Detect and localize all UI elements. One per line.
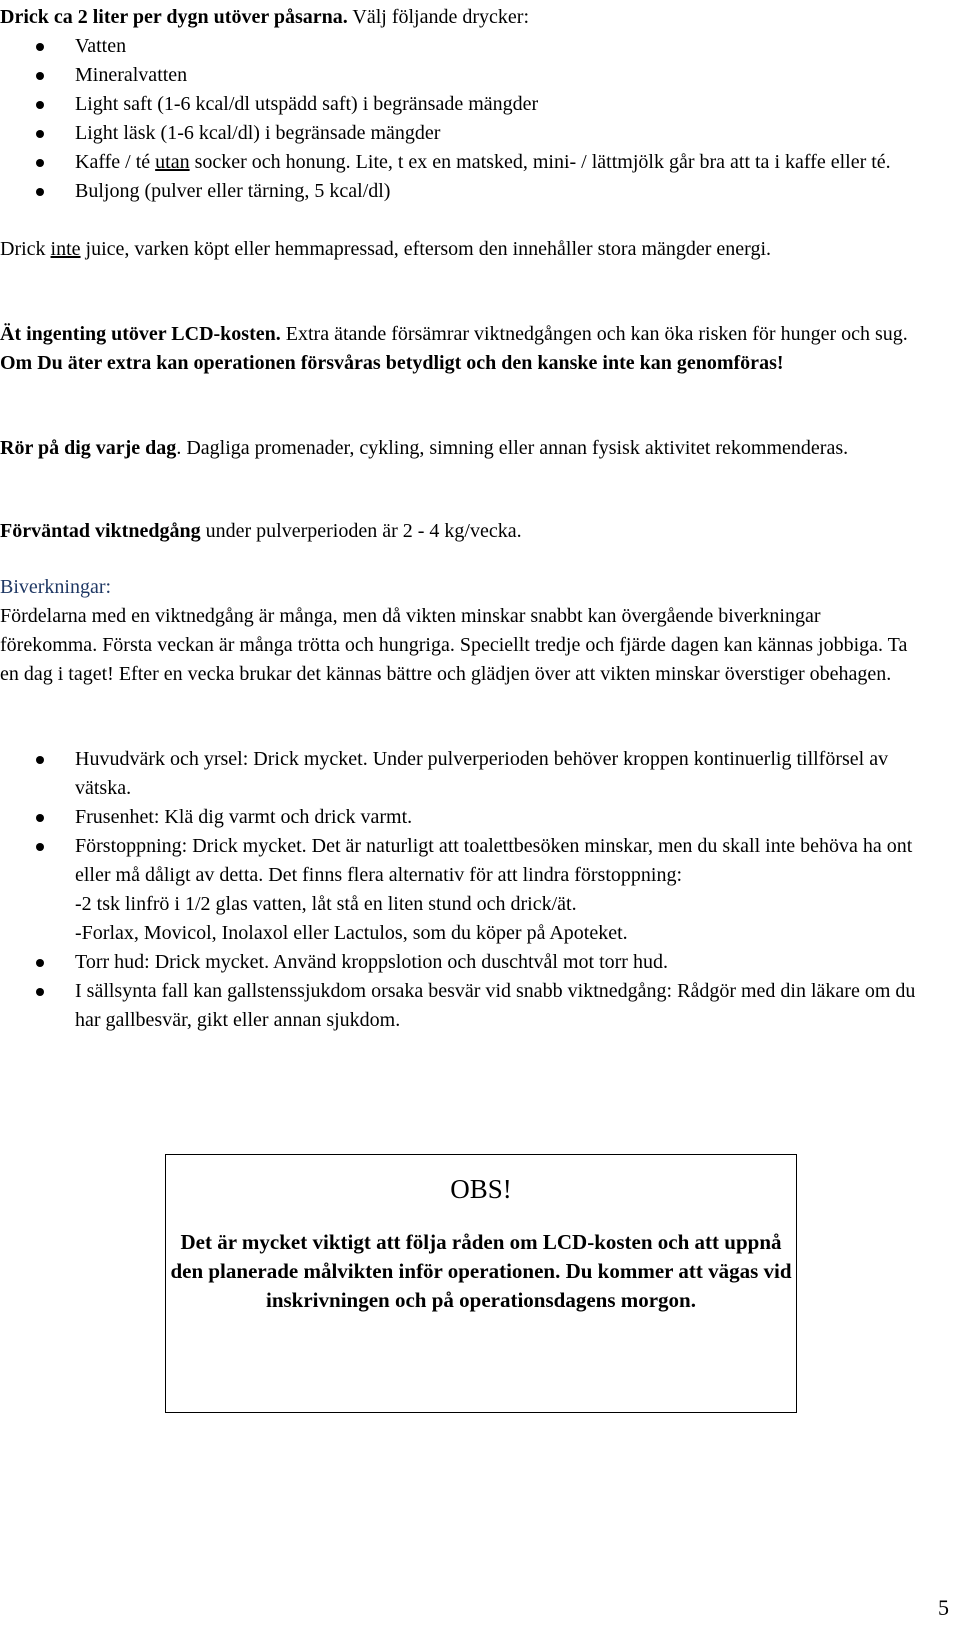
- no-extra-eating-paragraph: Ät ingenting utöver LCD-kosten. Extra ätande försämrar viktnedgången och kan öka risken för hunger och sug. Om Du äter extra kan operationen försvåras betydligt och den kanske inte kan genomföras!: [0, 323, 908, 374]
- side-effects-body: Fördelarna med en viktnedgång är många, men då vikten minskar snabbt kan övergående biverkningar förekomma. Första veckan är många trötta och hungriga. Speciellt tredje och fjärde dagen kan kännas jobbiga. Ta en dag i taget! Efter en vecka brukar det kännas bättre och glädjen över att vikten minskar överstiger obehagen.: [0, 605, 908, 685]
- obs-notice-box: [165, 1154, 797, 1413]
- exercise-paragraph: Rör på dig varje dag. Dagliga promenader, cykling, simning eller annan fysisk aktivitet rekommenderas.: [0, 437, 849, 459]
- list-item: I sällsynta fall kan gallstenssjukdom orsaka besvär vid snabb viktnedgång: Rådgör med din läkare om du har gallbesvär, gikt eller annan sjukdom.: [0, 977, 920, 1035]
- expected-weight-loss: Förväntad viktnedgång under pulverperioden är 2 - 4 kg/vecka.: [0, 520, 522, 542]
- drinks-intro: Drick ca 2 liter per dygn utöver påsarna. Välj följande drycker:: [0, 6, 529, 28]
- list-item: Light saft (1-6 kcal/dl utspädd saft) i begränsade mängder: [0, 90, 920, 119]
- list-item: Vatten: [0, 32, 920, 61]
- list-item: Huvudvärk och yrsel: Drick mycket. Under pulverperioden behöver kroppen kontinuerlig tillförsel av vätska.: [0, 745, 920, 803]
- list-item: Light läsk (1-6 kcal/dl) i begränsade mängder: [0, 119, 920, 148]
- obs-title: OBS!: [450, 1174, 512, 1204]
- list-item: Förstoppning: Drick mycket. Det är naturligt att toalettbesöken minskar, men du skall inte behöva ha ont eller må dåligt av detta. Det finns flera alternativ för att lindra förstoppning: -2 tsk linfrö i 1/2 glas vatten, låt stå en liten stund och drick/ät. -Forlax, Movicol, Inolaxol eller Lactulos, som du köper på Apoteket.: [0, 832, 920, 948]
- obs-text: Det är mycket viktigt att följa råden om LCD-kosten och att uppnå den planerade målvikten inför operationen. Du kommer att vägas vid inskrivningen och på operationsdagens morgon.: [170, 1230, 792, 1312]
- side-effects-list: [0, 745, 920, 1035]
- list-item: Torr hud: Drick mycket. Använd kroppslotion och duschtvål mot torr hud.: [0, 948, 920, 977]
- page-number: 5: [938, 1595, 949, 1620]
- list-item: Buljong (pulver eller tärning, 5 kcal/dl): [0, 177, 920, 206]
- list-item: Frusenhet: Klä dig varmt och drick varmt.: [0, 803, 920, 832]
- side-effects-heading: Biverkningar:: [0, 576, 112, 598]
- juice-warning: Drick inte juice, varken köpt eller hemmapressad, eftersom den innehåller stora mängder energi.: [0, 238, 772, 260]
- list-item: Kaffe / té utan socker och honung. Lite, t ex en matsked, mini- / lättmjölk går bra att ta i kaffe eller té.: [0, 148, 920, 177]
- drinks-list: [0, 32, 920, 206]
- list-item: Mineralvatten: [0, 61, 920, 90]
